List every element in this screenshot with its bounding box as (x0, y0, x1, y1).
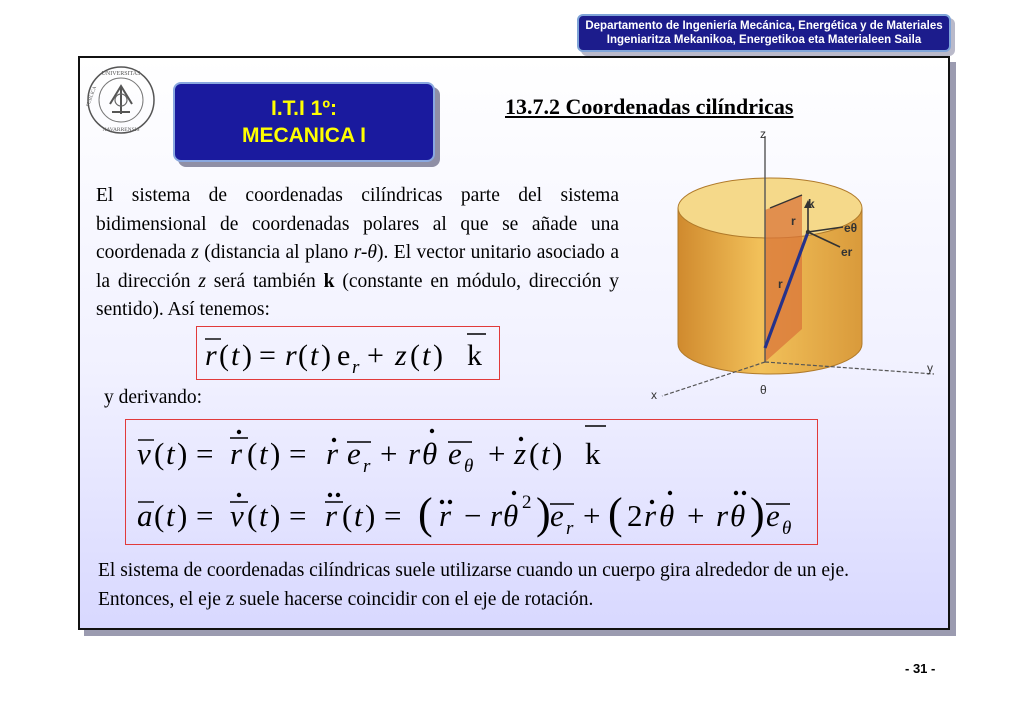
svg-text:(: ( (247, 498, 258, 533)
svg-text:t: t (259, 436, 268, 471)
svg-text:): ) (321, 339, 331, 372)
svg-text:t: t (166, 436, 175, 471)
svg-text:−: − (464, 498, 482, 533)
label-z: z (760, 127, 766, 141)
svg-text:r: r (363, 456, 371, 477)
svg-text:θ: θ (782, 518, 792, 539)
derivative-equations-box (125, 419, 818, 545)
svg-text:): ) (433, 339, 443, 372)
svg-text:=: = (259, 339, 276, 372)
svg-text:+: + (488, 436, 506, 471)
svg-text:k: k (467, 339, 482, 372)
svg-text:): ) (552, 436, 563, 471)
svg-text:(: ( (410, 339, 420, 372)
label-y: y (927, 361, 933, 375)
svg-text:v: v (137, 436, 151, 471)
seal-text-bottom: NAVARRENSIS (102, 127, 140, 133)
intro-text-2: (distancia al plano (198, 242, 354, 264)
department-banner (577, 14, 951, 52)
svg-text:θ: θ (464, 456, 474, 477)
svg-text:=: = (196, 498, 214, 533)
svg-text:(: ( (219, 339, 229, 372)
svg-text:z: z (514, 436, 527, 471)
velocity-acceleration-equations (126, 420, 817, 544)
svg-text:k: k (585, 436, 601, 471)
svg-text:r: r (439, 498, 452, 533)
svg-text:(: ( (418, 489, 433, 538)
svg-text:=: = (289, 436, 307, 471)
svg-text:r: r (326, 436, 339, 471)
svg-text:(: ( (298, 339, 308, 372)
svg-text:+: + (380, 436, 398, 471)
svg-text:e: e (347, 436, 361, 471)
svg-text:e: e (550, 498, 564, 533)
cylindrical-coordinates-figure (648, 126, 942, 408)
svg-text:t: t (541, 436, 550, 471)
svg-text:): ) (177, 436, 188, 471)
department-name-eu: Ingeniaritza Mekanikoa, Energetikoa eta Materialeen Saila (606, 34, 922, 46)
section-title: 13.7.2 Coordenadas cilíndricas (505, 94, 794, 119)
svg-text:r: r (566, 518, 574, 539)
svg-text:z: z (395, 339, 407, 372)
label-e-theta: eθ (844, 221, 858, 235)
position-equation (197, 327, 499, 379)
svg-text:): ) (536, 489, 551, 538)
svg-text:r: r (716, 498, 729, 533)
svg-text:t: t (231, 339, 240, 372)
svg-text:2: 2 (522, 492, 532, 513)
svg-text:): ) (242, 339, 252, 372)
intro-text-3: ). El vector unitario asociado a la dirección (96, 242, 619, 292)
svg-text:(: ( (154, 498, 165, 533)
svg-text:t: t (310, 339, 319, 372)
svg-text:t: t (166, 498, 175, 533)
svg-text:(: ( (342, 498, 353, 533)
svg-text:e: e (448, 436, 462, 471)
svg-text:(: ( (608, 489, 623, 538)
intro-paragraph (96, 182, 619, 325)
svg-text:+: + (583, 498, 601, 533)
label-e-r: er (841, 245, 853, 259)
closing-paragraph: El sistema de coordenadas cilíndricas suele utilizarse cuando un cuerpo gira alrededor de un eje. Entonces, el eje z suele hacerse coincidir con el eje de rotación. (98, 560, 849, 610)
svg-text:r: r (408, 436, 421, 471)
svg-text:v: v (230, 498, 244, 533)
svg-text:): ) (177, 498, 188, 533)
svg-text:): ) (365, 498, 376, 533)
svg-text:=: = (196, 436, 214, 471)
svg-text:θ: θ (422, 436, 438, 471)
svg-text:e: e (766, 498, 780, 533)
label-k: k (808, 197, 815, 211)
intro-text-5: (constante en módulo, dirección y sentido). Así tenemos: (96, 270, 619, 321)
intro-var-z-2: z (198, 270, 206, 292)
label-r-top: r (791, 214, 796, 228)
svg-text:r: r (325, 498, 338, 533)
course-name: MECANICA I (241, 124, 367, 147)
svg-text:(: ( (154, 436, 165, 471)
seal-text-top: UNIVERSITAS (101, 71, 141, 77)
page-number: - 31 - (905, 661, 936, 676)
intro-text-4: será también (205, 270, 324, 292)
course-code: I.T.I 1º: (270, 97, 337, 120)
svg-text:=: = (384, 498, 402, 533)
svg-text:r: r (352, 357, 360, 378)
svg-text:r: r (230, 436, 243, 471)
svg-text:t: t (422, 339, 431, 372)
label-theta: θ (760, 383, 767, 397)
derivation-label: y derivando: (104, 387, 203, 408)
svg-text:a: a (137, 498, 153, 533)
svg-text:): ) (270, 498, 281, 533)
intro-var-z: z (191, 242, 199, 264)
position-equation-box (196, 326, 500, 380)
university-seal-logo (82, 64, 160, 136)
intro-bold-k: k (323, 270, 335, 292)
svg-text:): ) (750, 489, 765, 538)
svg-text:θ: θ (730, 498, 746, 533)
svg-text:r: r (490, 498, 503, 533)
svg-text:t: t (259, 498, 268, 533)
svg-text:2: 2 (627, 498, 643, 533)
svg-text:+: + (687, 498, 705, 533)
svg-text:+: + (367, 339, 384, 372)
course-badge (173, 82, 435, 162)
intro-var-r-theta: r-θ (353, 242, 377, 264)
department-name-es: Departamento de Ingeniería Mecánica, Energética y de Materiales (585, 20, 943, 32)
svg-text:r: r (644, 498, 657, 533)
svg-text:(: ( (247, 436, 258, 471)
seal-text-left: PUBLICA (86, 85, 99, 108)
intro-text-1: El sistema de coordenadas cilíndricas parte del sistema bidimensional de coordenadas polares al que se añade una coordenada (96, 185, 619, 264)
svg-text:θ: θ (503, 498, 519, 533)
svg-text:e: e (337, 339, 351, 372)
svg-text:θ: θ (659, 498, 675, 533)
label-x: x (651, 388, 657, 402)
svg-text:r: r (205, 339, 217, 372)
svg-text:): ) (270, 436, 281, 471)
svg-text:r: r (285, 339, 297, 372)
svg-text:(: ( (529, 436, 540, 471)
svg-text:t: t (354, 498, 363, 533)
label-r-mid: r (778, 277, 783, 291)
svg-text:=: = (289, 498, 307, 533)
